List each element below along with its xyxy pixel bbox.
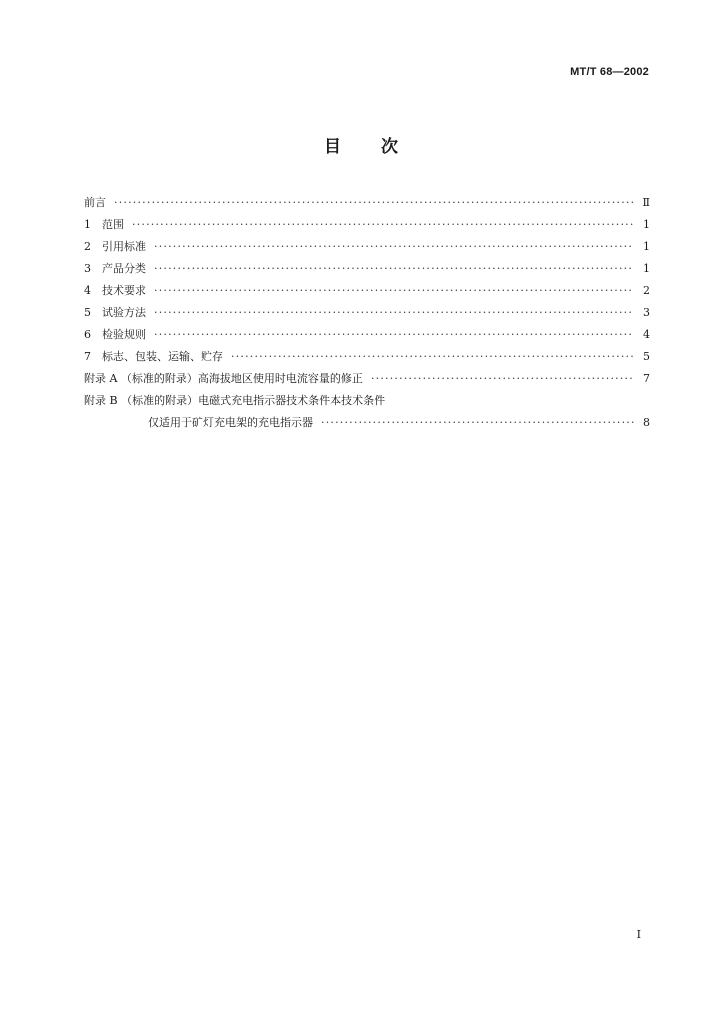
leader-dots xyxy=(371,368,634,390)
toc-entry-label: 技术要求 xyxy=(102,284,146,297)
toc-entry-page: 5 xyxy=(643,350,650,363)
toc-entry-foreword[interactable] xyxy=(84,192,650,214)
title-part-1: 目 xyxy=(324,137,343,157)
toc-entry-classification[interactable] xyxy=(84,258,650,280)
leader-dots xyxy=(231,346,634,368)
table-of-contents xyxy=(84,192,650,434)
toc-entry-number: 3 xyxy=(84,262,91,275)
leader-dots xyxy=(154,258,634,280)
toc-entry-test-methods[interactable] xyxy=(84,302,650,324)
toc-entry-marking-packaging[interactable] xyxy=(84,346,650,368)
toc-entry-page: Ⅱ xyxy=(642,196,650,209)
toc-entry-page: 3 xyxy=(643,306,650,319)
toc-entry-label: 仅适用于矿灯充电架的充电指示器 xyxy=(148,416,313,429)
toc-entry-number: 6 xyxy=(84,328,91,341)
title-part-2: 次 xyxy=(381,137,400,157)
toc-entry-annex-b[interactable] xyxy=(84,390,650,412)
toc-entry-page: 4 xyxy=(643,328,650,341)
toc-entry-annex-a[interactable] xyxy=(84,368,650,390)
toc-entry-label: 标志、包装、运输、贮存 xyxy=(102,350,223,363)
toc-entry-number: 4 xyxy=(84,284,91,297)
toc-entry-requirements[interactable] xyxy=(84,280,650,302)
toc-entry-number: 5 xyxy=(84,306,91,319)
toc-entry-annex-b-continued[interactable] xyxy=(84,412,650,434)
toc-entry-page: 1 xyxy=(643,240,650,253)
toc-entry-label: 引用标准 xyxy=(102,240,146,253)
toc-entry-page: 1 xyxy=(643,262,650,275)
leader-dots xyxy=(154,280,634,302)
leader-dots xyxy=(321,412,634,434)
toc-entry-label: 产品分类 xyxy=(102,262,146,275)
toc-entry-label: 附录 B （标准的附录）电磁式充电指示器技术条件本技术条件 xyxy=(84,394,386,407)
leader-dots xyxy=(132,214,634,236)
toc-entry-page: 7 xyxy=(643,372,650,385)
standard-number: MT/T 68—2002 xyxy=(570,66,649,78)
toc-entry-number: 2 xyxy=(84,240,91,253)
toc-entry-normative-references[interactable] xyxy=(84,236,650,258)
toc-entry-scope[interactable] xyxy=(84,214,650,236)
leader-dots xyxy=(114,192,634,214)
page-title xyxy=(0,132,724,157)
toc-entry-page: 2 xyxy=(643,284,650,297)
toc-entry-label: 检验规则 xyxy=(102,328,146,341)
toc-entry-label: 试验方法 xyxy=(102,306,146,319)
toc-entry-label: 前言 xyxy=(84,196,106,209)
toc-entry-label: 附录 A （标准的附录）高海拔地区使用时电流容量的修正 xyxy=(84,372,363,385)
leader-dots xyxy=(154,324,634,346)
page-number: I xyxy=(636,928,641,941)
toc-entry-number: 1 xyxy=(84,218,91,231)
toc-entry-page: 1 xyxy=(643,218,650,231)
leader-dots xyxy=(154,236,634,258)
toc-entry-inspection-rules[interactable] xyxy=(84,324,650,346)
toc-entry-page: 8 xyxy=(643,416,650,429)
leader-dots xyxy=(154,302,634,324)
toc-entry-number: 7 xyxy=(84,350,91,363)
toc-entry-label: 范围 xyxy=(102,218,124,231)
